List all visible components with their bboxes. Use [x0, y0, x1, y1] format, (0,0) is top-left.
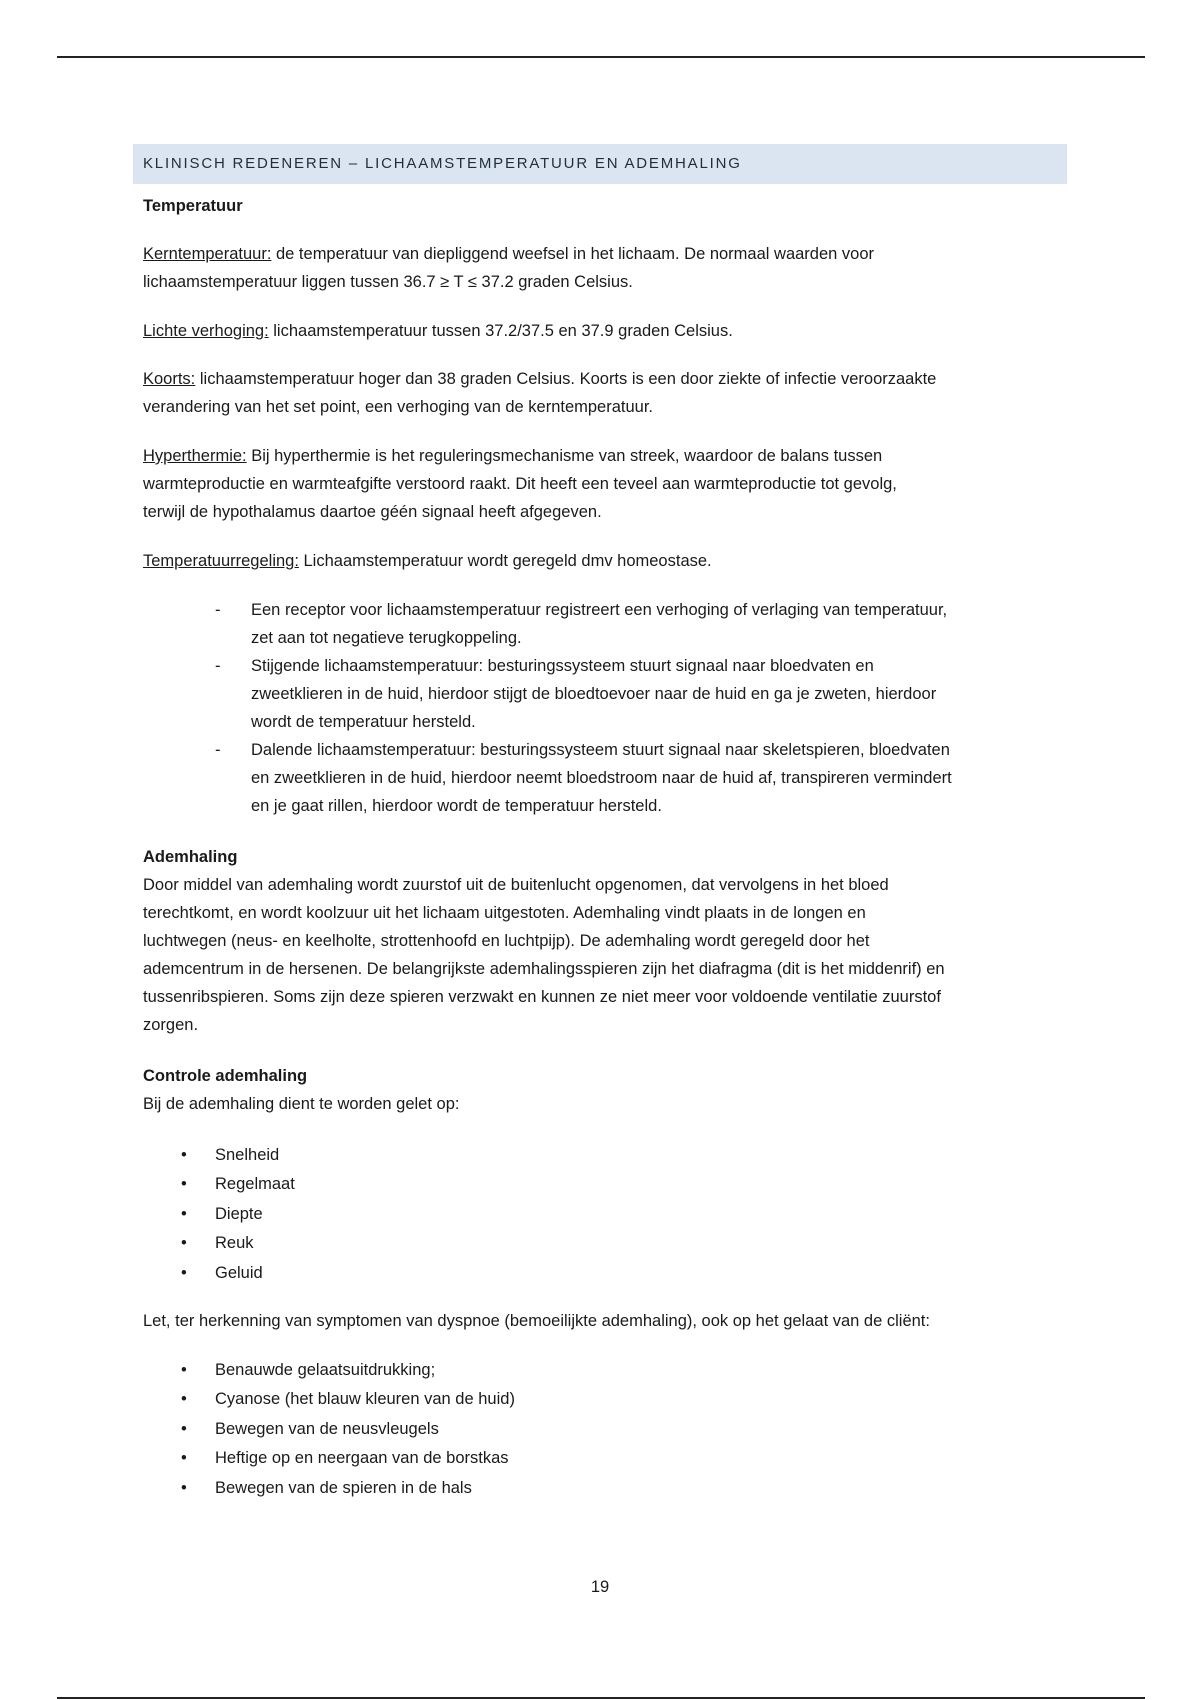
list-item-text: Regelmaat: [215, 1175, 295, 1193]
kerntemperatuur-paragraph: [143, 240, 1067, 296]
ademhaling-heading: Ademhaling: [143, 848, 238, 866]
koorts-term: Koorts:: [143, 370, 196, 388]
lichte-verhoging-paragraph: [143, 317, 1067, 345]
list-item-text: Snelheid: [215, 1146, 280, 1164]
koorts-line1: lichaamstemperatuur hoger dan 38 graden Celsius. Koorts is een door ziekte of infectie veroorzaakte: [195, 370, 937, 388]
list-item-line: zet aan tot negatieve terugkoppeling.: [251, 629, 522, 647]
kerntemperatuur-line1: de temperatuur van diepliggend weefsel in het lichaam. De normaal waarden voor: [271, 245, 875, 263]
paragraph-line: luchtwegen (neus- en keelholte, strottenhoofd en luchtpijp). De ademhaling wordt geregeld door het: [143, 932, 870, 950]
kerntemperatuur-term: Kerntemperatuur:: [143, 245, 272, 263]
dash-marker: -: [215, 741, 221, 759]
list-item-line: en je gaat rillen, hierdoor wordt de temperatuur hersteld.: [251, 797, 662, 815]
paragraph-line: Door middel van ademhaling wordt zuurstof uit de buitenlucht opgenomen, dat vervolgens in het bloed: [143, 876, 889, 894]
controle-intro: Bij de ademhaling dient te worden gelet op:: [143, 1095, 460, 1113]
hyperthermie-term: Hyperthermie:: [143, 447, 247, 465]
paragraph-line: tussenribspieren. Soms zijn deze spieren verzwakt en kunnen ze niet meer voor voldoende ventilatie zuurstof: [143, 988, 941, 1006]
bullet-marker: •: [181, 1390, 187, 1408]
hyperthermie-line2: warmteproductie en warmteafgifte verstoord raakt. Dit heeft een teveel aan warmteproductie tot gevolg,: [143, 475, 897, 493]
temperatuurregeling-list: [143, 596, 1067, 826]
list-item-line: Stijgende lichaamstemperatuur: besturingssysteem stuurt signaal naar bloedvaten en: [251, 657, 874, 675]
list-item-text: Benauwde gelaatsuitdrukking;: [215, 1361, 436, 1379]
temperatuurregeling-text: Lichaamstemperatuur wordt geregeld dmv homeostase.: [298, 552, 712, 570]
lichte-verhoging-text: lichaamstemperatuur tussen 37.2/37.5 en 37.9 graden Celsius.: [268, 322, 733, 340]
dash-marker: -: [215, 657, 221, 675]
list-item-line: wordt de temperatuur hersteld.: [251, 713, 476, 731]
dyspnoe-intro: Let, ter herkenning van symptomen van dyspnoe (bemoeilijkte ademhaling), ook op het gelaat van de cliënt:: [143, 1312, 930, 1330]
dash-marker: -: [215, 601, 221, 619]
list-item-text: Diepte: [215, 1205, 263, 1223]
section-header: KLINISCH REDENEREN – LICHAAMSTEMPERATUUR EN ADEMHALING: [143, 155, 742, 172]
temperatuurregeling-paragraph: [143, 547, 1067, 575]
controle-heading: Controle ademhaling: [143, 1067, 308, 1085]
paragraph-line: zorgen.: [143, 1016, 199, 1034]
list-item-line: Dalende lichaamstemperatuur: besturingssysteem stuurt signaal naar skeletspieren, bloedvaten: [251, 741, 950, 759]
bullet-marker: •: [181, 1146, 187, 1164]
list-item-text: Cyanose (het blauw kleuren van de huid): [215, 1390, 515, 1408]
page-number: 19: [590, 1578, 610, 1596]
hyperthermie-line3: terwijl de hypothalamus daartoe géén signaal heeft afgegeven.: [143, 503, 602, 521]
bullet-marker: •: [181, 1234, 187, 1252]
list-item-line: en zweetklieren in de huid, hierdoor neemt bloedstroom naar de huid af, transpireren vermindert: [251, 769, 952, 787]
ademhaling-section: [143, 843, 1067, 1039]
koorts-paragraph: [143, 365, 1067, 421]
bullet-marker: •: [181, 1361, 187, 1379]
list-item-text: Bewegen van de spieren in de hals: [215, 1479, 472, 1497]
kerntemperatuur-line2: lichaamstemperatuur liggen tussen 36.7 ≥ T ≤ 37.2 graden Celsius.: [143, 273, 633, 291]
controle-bullet-list: [143, 1141, 1067, 1291]
bullet-marker: •: [181, 1420, 187, 1438]
koorts-line2: verandering van het set point, een verhoging van de kerntemperatuur.: [143, 398, 654, 416]
bullet-marker: •: [181, 1264, 187, 1282]
dyspnoe-bullet-list: [143, 1356, 1067, 1506]
bullet-marker: •: [181, 1449, 187, 1467]
paragraph-line: ademcentrum in de hersenen. De belangrijkste ademhalingsspieren zijn het diafragma (dit is het middenrif) en: [143, 960, 945, 978]
controle-section: [143, 1062, 1067, 1118]
temperatuurregeling-term: Temperatuurregeling:: [143, 552, 299, 570]
bullet-marker: •: [181, 1205, 187, 1223]
hyperthermie-line1: Bij hyperthermie is het reguleringsmechanisme van streek, waardoor de balans tussen: [246, 447, 883, 465]
top-rule: [57, 56, 1145, 58]
bullet-marker: •: [181, 1175, 187, 1193]
bullet-marker: •: [181, 1479, 187, 1497]
paragraph-line: terechtkomt, en wordt koolzuur uit het lichaam uitgestoten. Ademhaling vindt plaats in de longen en: [143, 904, 866, 922]
bottom-rule: [57, 1697, 1145, 1699]
lichte-verhoging-term: Lichte verhoging:: [143, 322, 269, 340]
temperatuur-heading: Temperatuur: [143, 197, 243, 215]
list-item-text: Reuk: [215, 1234, 254, 1252]
list-item-line: Een receptor voor lichaamstemperatuur registreert een verhoging of verlaging van temperatuur,: [251, 601, 948, 619]
list-item-text: Bewegen van de neusvleugels: [215, 1420, 439, 1438]
list-item-text: Heftige op en neergaan van de borstkas: [215, 1449, 509, 1467]
list-item-line: zweetklieren in de huid, hierdoor stijgt de bloedtoevoer naar de huid en ga je zweten, hierdoor: [251, 685, 937, 703]
list-item-text: Geluid: [215, 1264, 263, 1282]
hyperthermie-paragraph: [143, 442, 1067, 526]
